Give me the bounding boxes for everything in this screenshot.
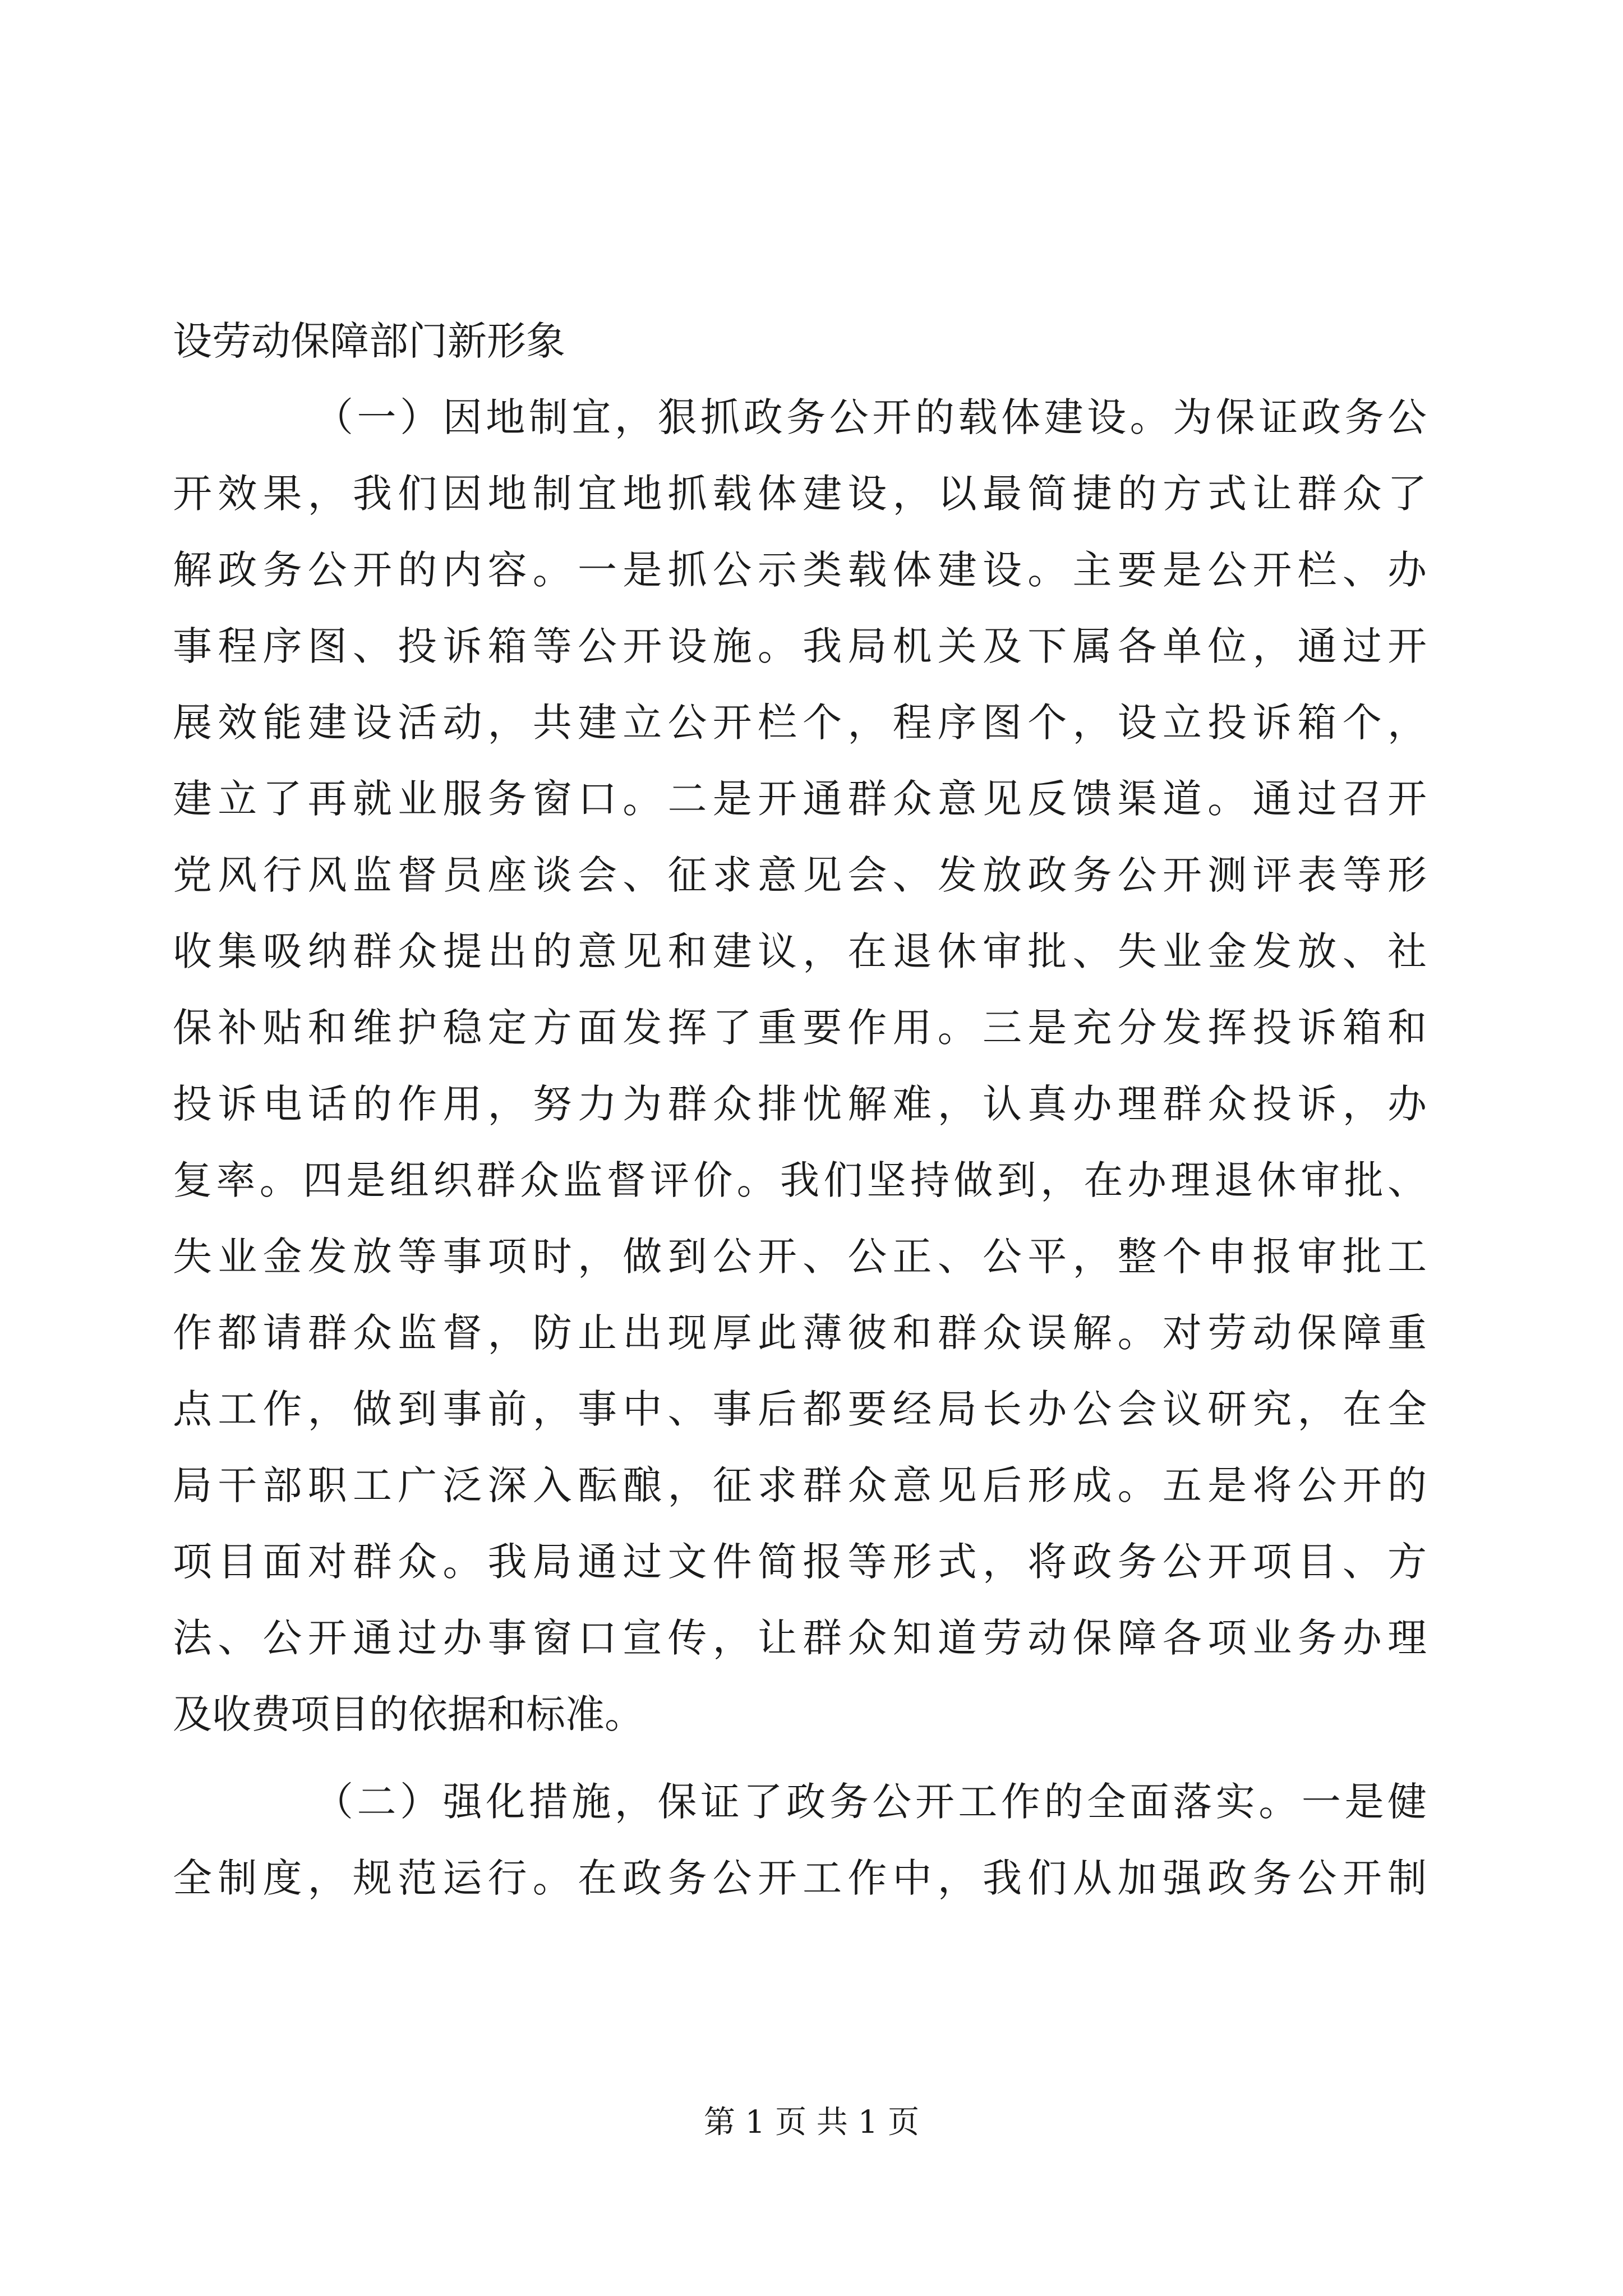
text-line: 开效果，我们因地制宜地抓载体建设，以最简捷的方式让群众了 (173, 471, 1427, 517)
text-line: 法、公开通过办事窗口宣传，让群众知道劳动保障各项业务办理 (173, 1615, 1427, 1661)
text-line: 党风行风监督员座谈会、征求意见会、发放政务公开测评表等形 (173, 852, 1427, 898)
text-line: 解政务公开的内容。一是抓公示类载体建设。主要是公开栏、办 (173, 547, 1427, 593)
text-line: 作都请群众监督，防止出现厚此薄彼和群众误解。对劳动保障重 (173, 1310, 1427, 1356)
text-line: 复率。四是组织群众监督评价。我们坚持做到，在办理退休审批、 (173, 1157, 1427, 1203)
section-heading-line: （一）因地制宜，狠抓政务公开的载体建设。为保证政务公 (314, 394, 1427, 440)
text-line: 保补贴和维护稳定方面发挥了重要作用。三是充分发挥投诉箱和 (173, 1005, 1427, 1051)
text-line: 设劳动保障部门新形象 (173, 318, 565, 364)
page-footer: 第 1 页 共 1 页 (703, 2104, 920, 2141)
text-line: 收集吸纳群众提出的意见和建议，在退休审批、失业金发放、社 (173, 928, 1427, 974)
text-line: 事程序图、投诉箱等公开设施。我局机关及下属各单位，通过开 (173, 623, 1427, 669)
text-line: 及收费项目的依据和标准。 (173, 1691, 644, 1737)
text-line: 项目面对群众。我局通过文件简报等形式，将政务公开项目、方 (173, 1539, 1427, 1585)
text-line: 点工作，做到事前，事中、事后都要经局长办公会议研究，在全 (173, 1386, 1427, 1432)
text-line: 失业金发放等事项时，做到公开、公正、公平，整个申报审批工 (173, 1234, 1427, 1280)
text-line: 投诉电话的作用，努力为群众排忧解难，认真办理群众投诉，办 (173, 1081, 1427, 1127)
text-line: 局干部职工广泛深入酝酿，征求群众意见后形成。五是将公开的 (173, 1462, 1427, 1508)
text-line: 建立了再就业服务窗口。二是开通群众意见反馈渠道。通过召开 (173, 776, 1427, 822)
section-heading-line: （二）强化措施，保证了政务公开工作的全面落实。一是健 (314, 1779, 1427, 1825)
text-line: 展效能建设活动，共建立公开栏个，程序图个，设立投诉箱个， (173, 700, 1427, 746)
text-line: 全制度，规范运行。在政务公开工作中，我们从加强政务公开制 (173, 1855, 1427, 1901)
